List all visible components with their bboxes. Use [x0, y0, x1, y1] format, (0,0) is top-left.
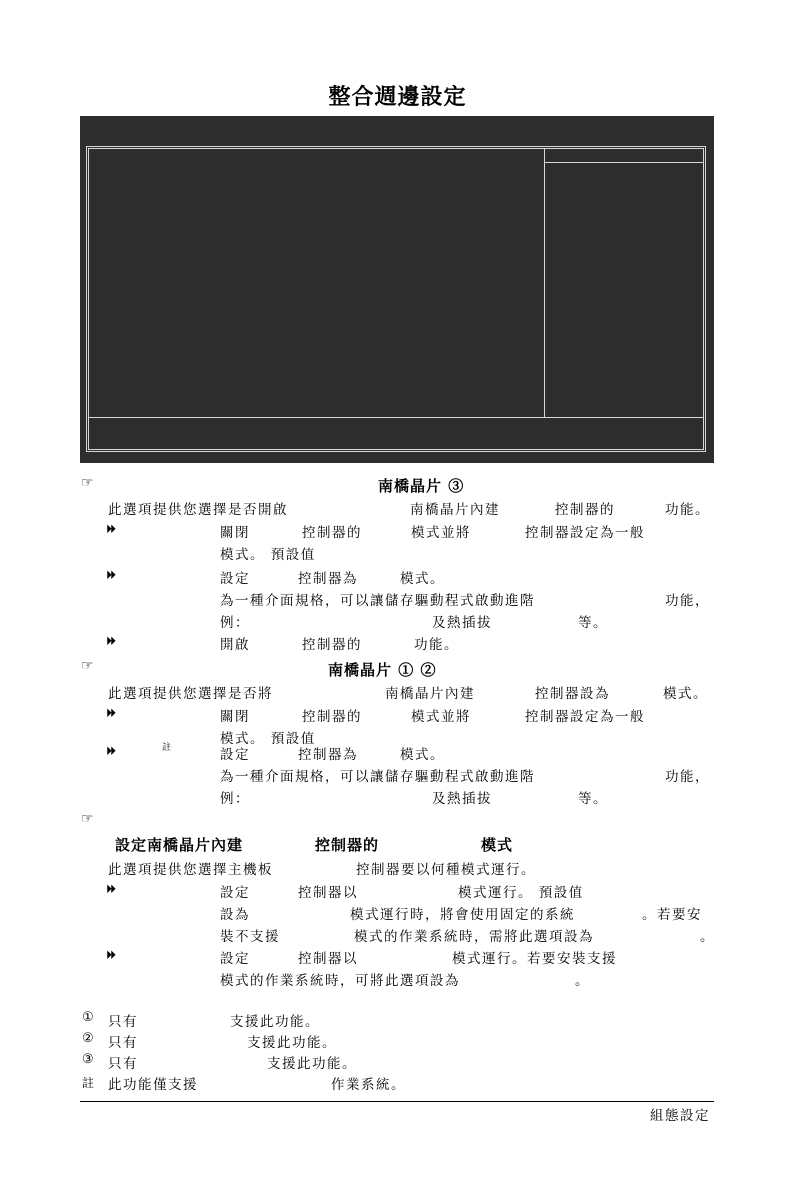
- s3-opt1-f: 。若要安: [642, 907, 702, 923]
- s1-opt1-b: 控制器的: [302, 525, 362, 541]
- s1-opt1-a: 關閉: [220, 525, 250, 541]
- s1-opt2-c: 模式。: [400, 571, 445, 587]
- s3-intro-a: 此選項提供您選擇主機板: [108, 862, 273, 878]
- s1-opt2-e: 功能，: [665, 593, 710, 609]
- s2-intro-d: 模式。: [663, 686, 708, 702]
- bios-menu-frame: [86, 146, 706, 452]
- note1-b: 支援此功能。: [230, 1014, 320, 1030]
- note2-b: 支援此功能。: [247, 1035, 337, 1051]
- s1-opt1-d: 控制器設定為一般: [525, 525, 645, 541]
- s2-intro-a: 此選項提供您選擇是否將: [108, 686, 273, 702]
- bios-help-title-line: [544, 162, 703, 163]
- bios-screenshot: [80, 116, 714, 463]
- section1-heading: 南橋晶片 ③: [378, 477, 465, 495]
- s2-opt2-note-mark: 註: [162, 743, 172, 753]
- s1-opt3-c: 功能。: [414, 637, 459, 653]
- s3-heading-b: 控制器的: [315, 836, 380, 854]
- s2-intro-b: 南橋晶片內建: [385, 686, 475, 702]
- s1-opt2-d: 為一種介面規格，可以讓儲存驅動程式啟動進階: [220, 593, 535, 609]
- page-title: 整合週邊設定: [328, 84, 467, 110]
- s1-opt3-b: 控制器的: [302, 637, 362, 653]
- s1-intro-c: 控制器的: [555, 502, 615, 518]
- note2-mark: ②: [82, 1031, 94, 1046]
- s1-intro-a: 此選項提供您選擇是否開啟: [108, 502, 288, 518]
- s2-opt2-a: 設定: [220, 747, 250, 763]
- note2-a: 只有: [108, 1035, 138, 1051]
- arrow-icon: ⏵⏵: [106, 634, 115, 648]
- hand-pointer-icon: ☞: [81, 475, 94, 491]
- s2-opt1-c: 模式並將: [411, 709, 471, 725]
- s2-opt2-e: 功能，: [665, 769, 710, 785]
- s2-opt2-d: 為一種介面規格，可以讓儲存驅動程式啟動進階: [220, 769, 535, 785]
- hand-pointer-icon: ☞: [81, 658, 94, 674]
- note4-a: 此功能僅支援: [108, 1077, 198, 1093]
- arrow-icon: ⏵⏵: [106, 706, 115, 720]
- s3-opt2-a: 設定: [220, 951, 250, 967]
- s3-intro-b: 控制器要以何種模式運行。: [356, 862, 536, 878]
- note1-a: 只有: [108, 1014, 138, 1030]
- s3-opt1-d: 設為: [220, 907, 250, 923]
- s2-opt2-f: 例：: [220, 791, 250, 807]
- s2-intro-c: 控制器設為: [535, 686, 610, 702]
- s3-opt2-c: 模式運行。若要安裝支援: [452, 951, 617, 967]
- note1-mark: ①: [82, 1010, 94, 1025]
- s3-heading-c: 模式: [481, 836, 514, 854]
- s1-opt1-c: 模式並將: [411, 525, 471, 541]
- note3-mark: ③: [82, 1052, 94, 1067]
- s2-opt1-b: 控制器的: [302, 709, 362, 725]
- s3-opt2-d: 模式的作業系統時，可將此選項設為: [220, 973, 460, 989]
- s1-opt2-b: 控制器為: [298, 571, 358, 587]
- s3-opt2-e: 。: [575, 973, 590, 989]
- bios-help-divider: [544, 149, 545, 417]
- s3-opt1-b: 控制器以: [298, 885, 358, 901]
- s2-opt2-c: 模式。: [400, 747, 445, 763]
- s2-opt1-a: 關閉: [220, 709, 250, 725]
- note4-mark: 註: [82, 1076, 95, 1090]
- note3-b: 支援此功能。: [267, 1056, 357, 1072]
- arrow-icon: ⏵⏵: [106, 948, 115, 962]
- arrow-icon: ⏵⏵: [106, 522, 115, 536]
- s3-heading-a: 設定南橋晶片內建: [115, 836, 244, 854]
- s1-opt2-g: 及熱插拔: [432, 615, 492, 631]
- s2-opt1-d: 控制器設定為一般: [525, 709, 645, 725]
- note3-a: 只有: [108, 1056, 138, 1072]
- s1-intro-d: 功能。: [665, 502, 710, 518]
- s1-opt2-a: 設定: [220, 571, 250, 587]
- s2-opt2-b: 控制器為: [298, 747, 358, 763]
- s1-opt2-h: 等。: [578, 615, 608, 631]
- s1-opt2-f: 例：: [220, 615, 250, 631]
- arrow-icon: ⏵⏵: [106, 882, 115, 896]
- s2-opt2-g: 及熱插拔: [432, 791, 492, 807]
- footer-text: 組態設定: [650, 1108, 710, 1124]
- s3-opt1-i: 。: [700, 929, 715, 945]
- s2-opt2-h: 等。: [578, 791, 608, 807]
- footer-rule: [80, 1101, 714, 1102]
- arrow-icon: ⏵⏵: [106, 744, 115, 758]
- hand-pointer-icon: ☞: [81, 811, 94, 827]
- note4-b: 作業系統。: [331, 1077, 406, 1093]
- s3-opt1-e: 模式運行時，將會使用固定的系統: [350, 907, 575, 923]
- bios-status-divider: [89, 417, 703, 418]
- s3-opt2-b: 控制器以: [298, 951, 358, 967]
- s3-opt1-h: 模式的作業系統時，需將此選項設為: [354, 929, 594, 945]
- s3-opt1-g: 裝不支援: [220, 929, 280, 945]
- arrow-icon: ⏵⏵: [106, 568, 115, 582]
- s2-opt1-e: 模式。 預設值: [220, 731, 316, 747]
- s1-intro-b: 南橋晶片內建: [410, 502, 500, 518]
- s3-opt1-c: 模式運行。 預設值: [458, 885, 584, 901]
- s1-opt3-a: 開啟: [220, 637, 250, 653]
- section2-heading: 南橋晶片 ① ②: [328, 661, 437, 679]
- s1-opt1-e: 模式。 預設值: [220, 547, 316, 563]
- s3-opt1-a: 設定: [220, 885, 250, 901]
